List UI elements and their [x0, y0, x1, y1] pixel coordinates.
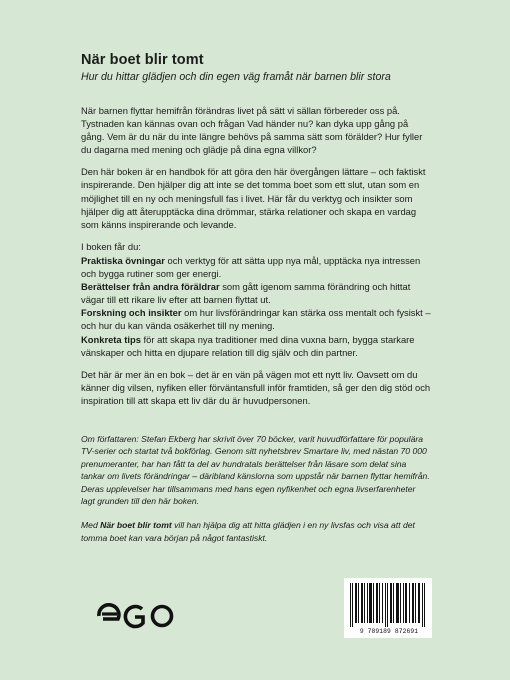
- book-title: När boet blir tomt: [81, 52, 204, 68]
- isbn-barcode: [344, 578, 432, 638]
- list-item: Forskning och insikter om hur livsförändringar kan stärka oss mentalt och fysiskt – och hur du kan vända osäkerhet till ny mening.: [81, 307, 431, 332]
- publisher-logo: [97, 603, 177, 636]
- author-bio: Om författaren: Stefan Ekberg har skrivit över 70 böcker, varit huvudförfattare för populära TV-serier och startat två bokförlag. Genom sitt nyhetsbrev Smartare liv, med nästan 70 000 prenumeranter, har han fått ta del av hundratals berättelser från läsare som delat sina tankar om livets förändringar – däribland känslorna som uppstår när barnen flyttar hemifrån. Deras upplevelser har tillsammans med hans egen nyfikenhet och egna livserfarenheter lagt grunden till den här boken.: [81, 433, 430, 506]
- intro-paragraph-2: Den här boken är en handbok för att göra den här övergången lättare – och faktiskt inspirerande. Den hjälper dig att inte se det tomma boet som ett slut, utan som en möjlighet till en ny och meningsfull fas i livet. Här får du verktyg och insikter som hjälper dig att återupptäcka dina drömmar, stärka relationer och skapa en vardag som känns inspirerande och levande.: [81, 166, 426, 230]
- list-item: Konkreta tips för att skapa nya traditioner med dina vuxna barn, bygga starkare vänskaper och hitta en djupare relation till dig själv och din partner.: [81, 333, 415, 358]
- closing-paragraph: Med När boet blir tomt vill han hjälpa dig att hitta glädjen i en ny livsfas och visa att det tomma boet kan vara början på något fantastiskt.: [81, 520, 415, 543]
- list-item: Berättelser från andra föräldrar som gått igenom samma förändring och hittat vägar till ett rikare liv efter att barnen flyttat ut.: [81, 281, 411, 306]
- ego-logo-icon: [97, 603, 177, 629]
- isbn-digits: 9 789189 872691: [359, 628, 419, 635]
- list-intro: I boken får du:: [81, 240, 141, 252]
- list-item: Praktiska övningar och verktyg för att sätta upp nya mål, upptäcka nya intressen och bygga rutiner som ger energi.: [81, 254, 421, 280]
- intro-paragraph-1: När barnen flyttar hemifrån förändras livet på sätt vi sällan förbereder oss på. Tystnaden kan kännas ovan och frågan Vad händer nu? kan dyka upp gång på gång. Vem är du när du inte längre behövs på samma sätt som förälder? Hur fyller du dagarna med mening och glädje på dina egna villkor?: [81, 105, 423, 156]
- outro-paragraph: Det här är mer än en bok – det är en vän på vägen mot ett nytt liv. Oavsett om du känner dig vilsen, nyfiken eller förväntansfull inför framtiden, så ger den dig stöd och inspiration till att skapa ett liv där du är huvudpersonen.: [81, 368, 431, 406]
- book-subtitle: Hur du hittar glädjen och din egen väg framåt när barnen blir stora: [81, 71, 391, 83]
- barcode-icon: [350, 583, 426, 627]
- back-cover-text: [81, 52, 431, 544]
- feature-list: [81, 254, 431, 359]
